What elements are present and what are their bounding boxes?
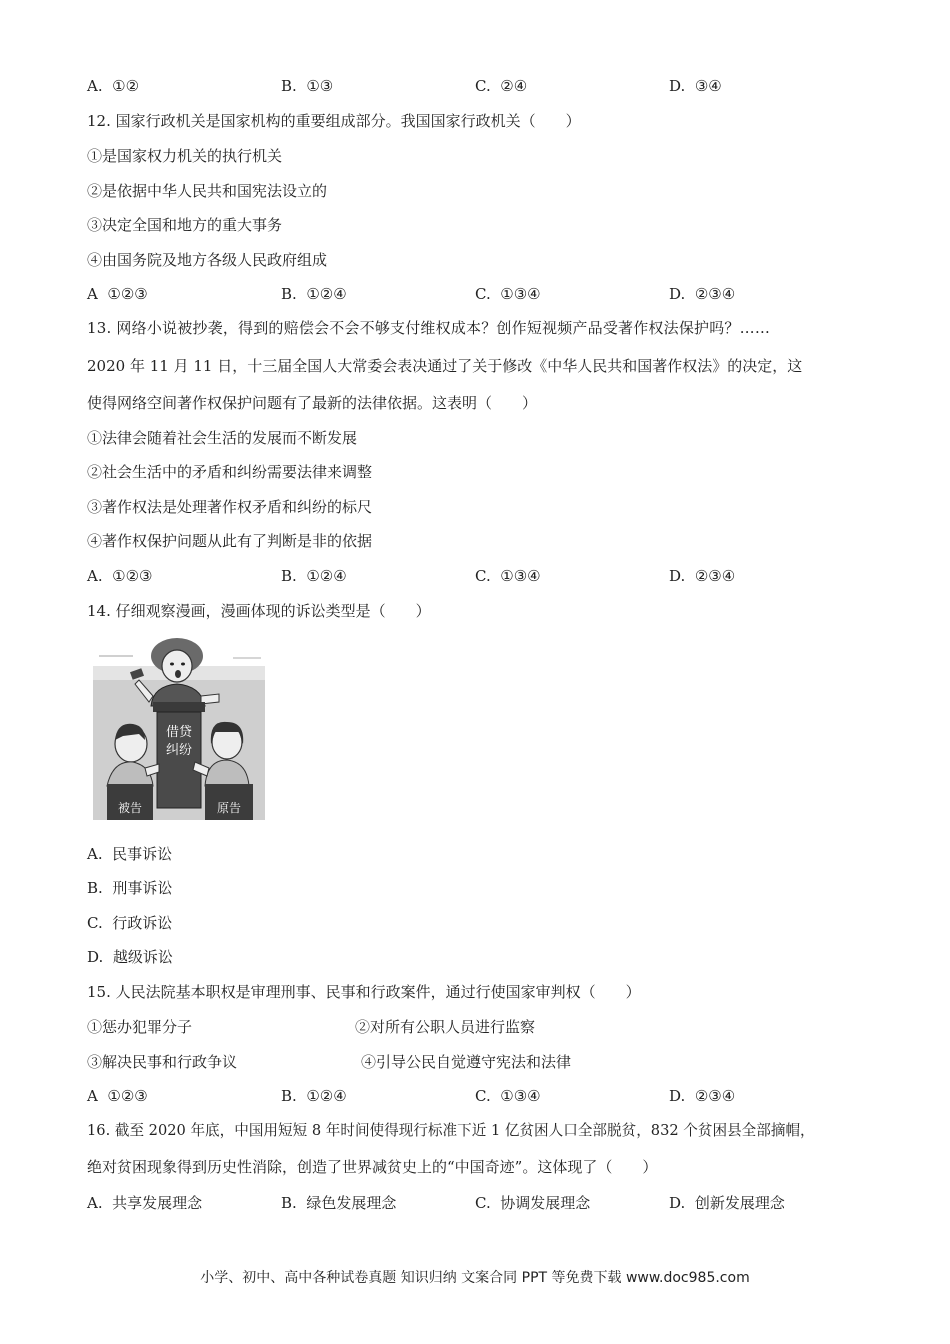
q13-item-4: ④著作权保护问题从此有了判断是非的依据 [87, 532, 373, 550]
q15-item-2: ②对所有公职人员进行监察 [355, 1018, 536, 1036]
q12-item-4: ④由国务院及地方各级人民政府组成 [87, 251, 328, 269]
plaintiff-label: 原告 [216, 801, 242, 815]
q13-option-c: C. ①③④ [475, 567, 541, 585]
q13-stem-line-2: 2020 年 11 月 11 日，十三届全国人大常委会表决通过了关于修改《中华人民共和国著作权法》的决定，这 [87, 357, 803, 375]
q13-item-3: ③著作权法是处理著作权矛盾和纠纷的标尺 [87, 498, 373, 516]
q15-option-b: B. ①②④ [281, 1087, 347, 1105]
q14-option-d: D. 越级诉讼 [87, 948, 173, 966]
q15-option-a: A ①②③ [87, 1087, 148, 1105]
q13-option-b: B. ①②④ [281, 567, 347, 585]
defendant-label: 被告 [117, 801, 143, 815]
q16-option-d: D. 创新发展理念 [669, 1194, 785, 1212]
q16-stem-line-2: 绝对贫困现象得到历史性消除，创造了世界减贫史上的“中国奇迹”。这体现了（ ） [87, 1158, 658, 1176]
q13-stem-line-3: 使得网络空间著作权保护问题有了最新的法律依据。这表明（ ） [87, 394, 538, 412]
q12-stem: 12. 国家行政机关是国家机构的重要组成部分。我国国家行政机关（ ） [87, 112, 581, 130]
q13-option-d: D. ②③④ [669, 567, 736, 585]
q14-stem: 14. 仔细观察漫画，漫画体现的诉讼类型是（ ） [87, 602, 431, 620]
q12-option-d: D. ②③④ [669, 285, 736, 303]
q15-item-1: ①惩办犯罪分子 [87, 1018, 193, 1036]
q12-item-3: ③决定全国和地方的重大事务 [87, 216, 283, 234]
q12-item-2: ②是依据中华人民共和国宪法设立的 [87, 182, 328, 200]
q15-stem: 15. 人民法院基本职权是审理刑事、民事和行政案件，通过行使国家审判权（ ） [87, 983, 641, 1001]
q11-option-d: D. ③④ [669, 77, 722, 95]
q16-option-b: B. 绿色发展理念 [281, 1194, 397, 1212]
q16-option-a: A. 共享发展理念 [87, 1194, 203, 1212]
q12-option-c: C. ①③④ [475, 285, 541, 303]
q15-option-c: C. ①③④ [475, 1087, 541, 1105]
courtroom-cartoon [93, 636, 265, 820]
page-footer: 小学、初中、高中各种试卷真题 知识归纳 文案合同 PPT 等免费下载 www.doc985.com [200, 1270, 750, 1286]
q14-option-c: C. 行政诉讼 [87, 914, 173, 932]
q12-option-b: B. ①②④ [281, 285, 347, 303]
podium-label-2: 纠纷 [165, 743, 193, 758]
q13-option-a: A. ①②③ [87, 567, 153, 585]
q12-option-a: A ①②③ [87, 285, 148, 303]
q16-option-c: C. 协调发展理念 [475, 1194, 591, 1212]
q14-option-a: A. 民事诉讼 [87, 845, 173, 863]
q11-option-b: B. ①③ [281, 77, 334, 95]
q13-item-2: ②社会生活中的矛盾和纠纷需要法律来调整 [87, 463, 373, 481]
podium-label-1: 借贷 [165, 725, 193, 740]
q13-item-1: ①法律会随着社会生活的发展而不断发展 [87, 429, 358, 447]
q16-stem-line-1: 16. 截至 2020 年底，中国用短短 8 年时间使得现行标准下近 1 亿贫困人口全部脱贫，832 个贫困县全部摘帽， [87, 1122, 815, 1139]
q14-option-b: B. 刑事诉讼 [87, 879, 173, 897]
q12-item-1: ①是国家权力机关的执行机关 [87, 147, 283, 165]
q13-stem-line-1: 13. 网络小说被抄袭，得到的赔偿会不会不够支付维权成本？创作短视频产品受著作权法保护吗？…… [87, 319, 771, 337]
q11-option-a: A. ①② [87, 77, 140, 95]
q15-item-3: ③解决民事和行政争议 [87, 1053, 238, 1071]
q11-option-c: C. ②④ [475, 77, 528, 95]
q15-option-d: D. ②③④ [669, 1087, 736, 1105]
q15-item-4: ④引导公民自觉遵守宪法和法律 [361, 1053, 572, 1071]
